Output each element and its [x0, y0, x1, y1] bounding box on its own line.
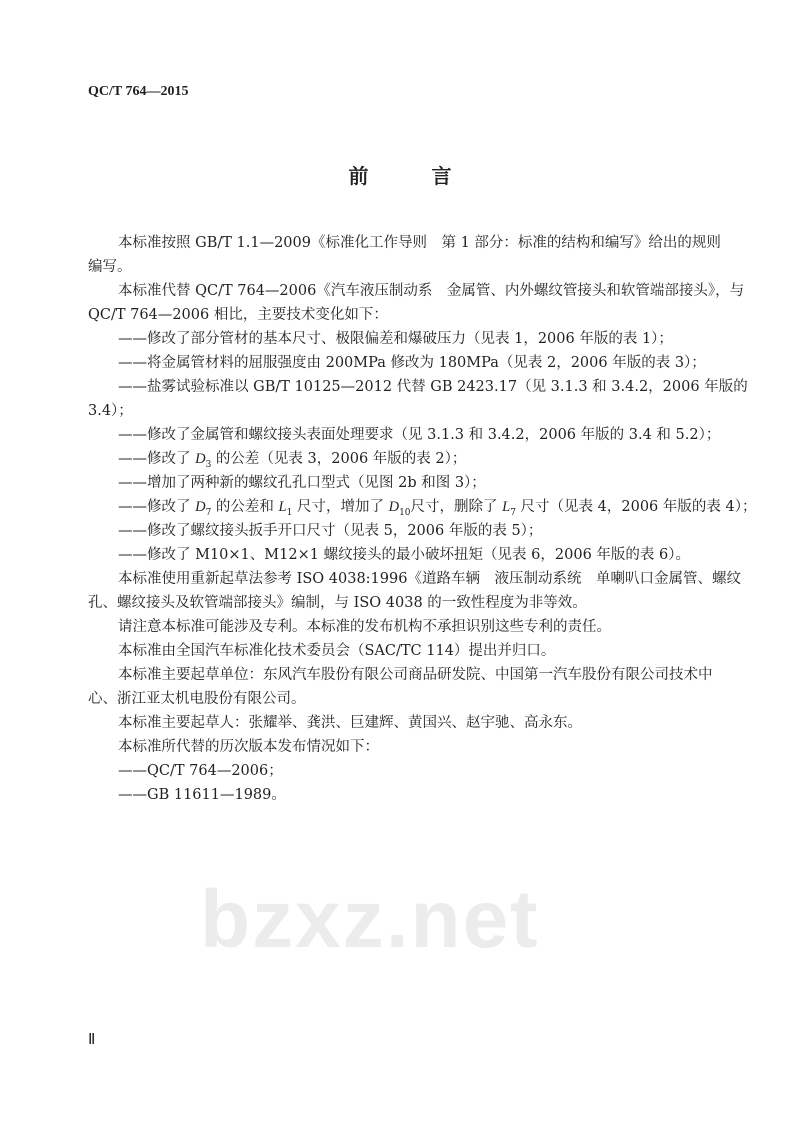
- text: 尺寸，增加了: [292, 499, 389, 515]
- list-item: ——GB 11611—1989。: [118, 787, 286, 803]
- list-item: ——修改了部分管材的基本尺寸、极限偏差和爆破压力（见表 1，2006 年版的表 1）；: [118, 331, 673, 347]
- text-line: 本标准使用重新起草法参考 ISO 4038:1996《道路车辆 液压制动系统 单喇叭口金属管、螺纹: [118, 571, 741, 587]
- subscript: 7: [510, 507, 516, 518]
- list-item: ——修改了螺纹接头扳手开口尺寸（见表 5，2006 年版的表 5）；: [118, 523, 543, 539]
- subscript: 1: [286, 507, 293, 518]
- text-line: 本标准主要起草单位：东风汽车股份有限公司商品研发院、中国第一汽车股份有限公司技术中: [118, 667, 713, 683]
- page-title: 前 言: [348, 164, 480, 188]
- list-item: ——修改了金属管和螺纹接头表面处理要求（见 3.1.3 和 3.4.2，2006 年版的 3.4 和 5.2）；: [118, 427, 721, 443]
- list-item: [88, 495, 757, 519]
- text: ——修改了: [118, 499, 196, 515]
- text-line: 本标准所代替的历次版本发布情况如下：: [118, 739, 379, 755]
- list-item: ——将金属管材料的屈服强度由 200MPa 修改为 180MPa（见表 2，2006 年版的表 3）；: [118, 355, 706, 371]
- subscript: 7: [205, 507, 212, 518]
- text-line: 请注意本标准可能涉及专利。本标准的发布机构不承担识别这些专利的责任。: [118, 619, 611, 635]
- subscript: 3: [205, 459, 212, 470]
- text: 的公差（见表 3，2006 年版的表 2）；: [211, 451, 467, 467]
- subscript: 10: [399, 507, 411, 518]
- page-number: Ⅱ: [88, 1032, 96, 1048]
- symbol: D: [195, 451, 206, 467]
- symbol: L: [502, 499, 511, 515]
- standard-number-header: QC/T 764—2015: [88, 84, 189, 99]
- list-item: ——盐雾试验标准以 GB/T 10125—2012 代替 GB 2423.17（见 3.1.3 和 3.4.2，2006 年版的: [118, 379, 748, 395]
- foreword-body: [88, 231, 757, 807]
- text: 尺寸，删除了: [410, 499, 503, 515]
- list-item: ——QC/T 764—2006；: [118, 763, 283, 779]
- text-line: 本标准由全国汽车标准化技术委员会（SAC/TC 114）提出并归口。: [118, 643, 556, 659]
- text-line: 本标准按照 GB/T 1.1—2009《标准化工作导则 第 1 部分：标准的结构和编写》给出的规则: [118, 235, 721, 251]
- symbol: D: [388, 499, 400, 515]
- symbol: L: [278, 499, 287, 515]
- list-item: [88, 447, 728, 471]
- watermark: bzxz.net: [200, 874, 540, 965]
- text-line: QC/T 764—2006 相比，主要技术变化如下：: [88, 307, 388, 323]
- list-item: ——修改了 M10×1、M12×1 螺纹接头的最小破坏扭矩（见表 6，2006 年版的表 6）。: [118, 547, 690, 563]
- text-line: 心、浙江亚太机电股份有限公司。: [88, 691, 306, 707]
- text: 尺寸（见表 4，2006 年版的表 4）；: [515, 499, 757, 515]
- text-line: 3.4）；: [88, 403, 133, 419]
- text: ——修改了: [118, 451, 196, 467]
- text-line: 本标准代替 QC/T 764—2006《汽车液压制动系 金属管、内外螺纹管接头和软管端部接头》，与: [118, 283, 745, 299]
- text-line: 本标准主要起草人：张耀举、龚洪、巨建辉、黄国兴、赵宇驰、高永东。: [118, 715, 582, 731]
- text-line: 编写。: [88, 259, 132, 275]
- text-line: 孔、螺纹接头及软管端部接头》编制，与 ISO 4038 的一致性程度为非等效。: [88, 595, 587, 611]
- symbol: D: [195, 499, 206, 515]
- text: 的公差和: [211, 499, 279, 515]
- list-item: ——增加了两种新的螺纹孔孔口型式（见图 2b 和图 3）；: [118, 475, 486, 491]
